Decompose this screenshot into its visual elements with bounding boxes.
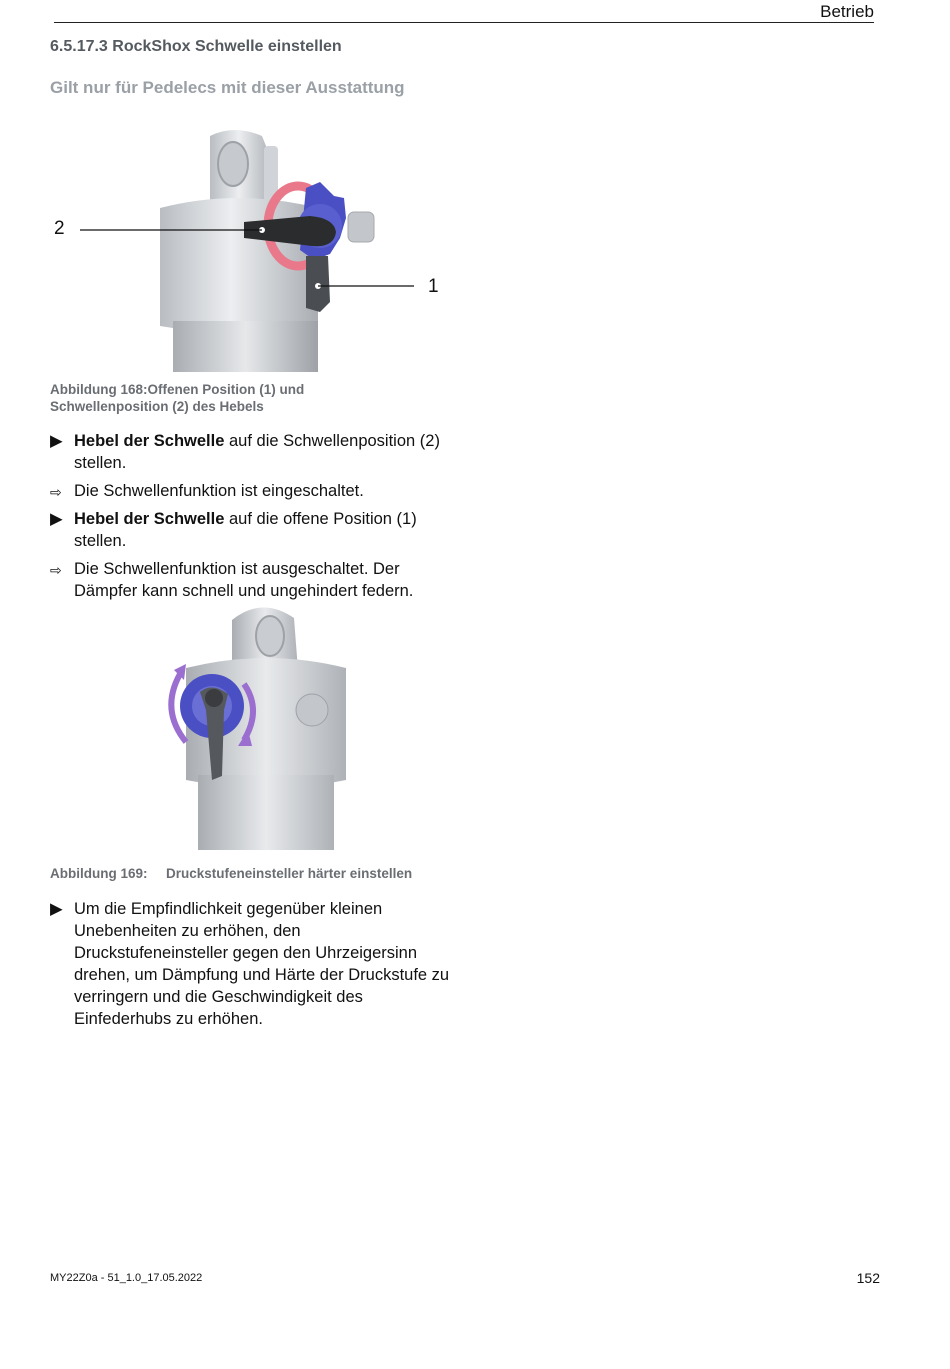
- header-rule: [54, 22, 874, 23]
- figure-168-illustration: [48, 126, 448, 372]
- figure-168-caption: [50, 381, 350, 415]
- section-title: 6.5.17.3 RockShox Schwelle einstellen: [50, 38, 342, 55]
- action-arrow-icon: ▶: [50, 432, 63, 450]
- figure-169-number: Abbildung 169:: [50, 866, 148, 881]
- figure-168-caption-line2: Schwellenposition (2) des Hebels: [50, 399, 264, 414]
- step-result-2: [50, 558, 450, 602]
- section-subtitle: Gilt nur für Pedelecs mit dieser Ausstattung: [50, 78, 405, 97]
- step-action-2: [50, 508, 450, 552]
- figure-169-caption: [50, 865, 412, 882]
- step-text: Die Schwellenfunktion ist ausgeschaltet. Der Dämpfer kann schnell und ungehindert federn.: [74, 560, 414, 600]
- step-action-1: [50, 430, 450, 474]
- figure-169-compression-adjuster: [140, 600, 370, 850]
- action-arrow-icon: ▶: [50, 900, 63, 918]
- callout-2: 2: [54, 218, 65, 239]
- result-arrow-icon: ⇨: [50, 562, 62, 578]
- step-text: auf die Schwellenposition (2) stellen.: [74, 432, 440, 472]
- figure-168-shock-lever: [48, 126, 448, 372]
- step-text: Um die Empfindlichkeit gegenüber kleinen Unebenheiten zu erhöhen, den Druckstufeneinsteller gegen den Uhrzeigersinn drehen, um Dämpfung und Härte der Druckstufe zu verringern und die Geschwindigkeit des Einfederhubs zu erhöhen.: [74, 900, 450, 1028]
- callout-1: 1: [428, 276, 439, 297]
- page-number: 152: [856, 1270, 880, 1286]
- figure-169-caption-text: Druckstufeneinsteller härter einstellen: [166, 866, 413, 881]
- step-action-3: [50, 898, 450, 1030]
- step-result-1: [50, 480, 450, 502]
- instruction-list-2: [50, 898, 450, 1036]
- footer-doc-id: MY22Z0a - 51_1.0_17.05.2022: [50, 1272, 203, 1284]
- action-arrow-icon: ▶: [50, 510, 63, 528]
- header-chapter: Betrieb: [820, 2, 874, 21]
- step-text: Die Schwellenfunktion ist eingeschaltet.: [74, 482, 364, 500]
- figure-169-illustration: [140, 600, 370, 850]
- instruction-list-1: [50, 430, 450, 608]
- step-bold: Hebel der Schwelle: [74, 432, 225, 450]
- step-bold: Hebel der Schwelle: [74, 510, 225, 528]
- step-text: auf die offene Position (1) stellen.: [74, 510, 417, 550]
- result-arrow-icon: ⇨: [50, 484, 62, 500]
- figure-168-caption-line1: Abbildung 168:Offenen Position (1) und: [50, 382, 305, 397]
